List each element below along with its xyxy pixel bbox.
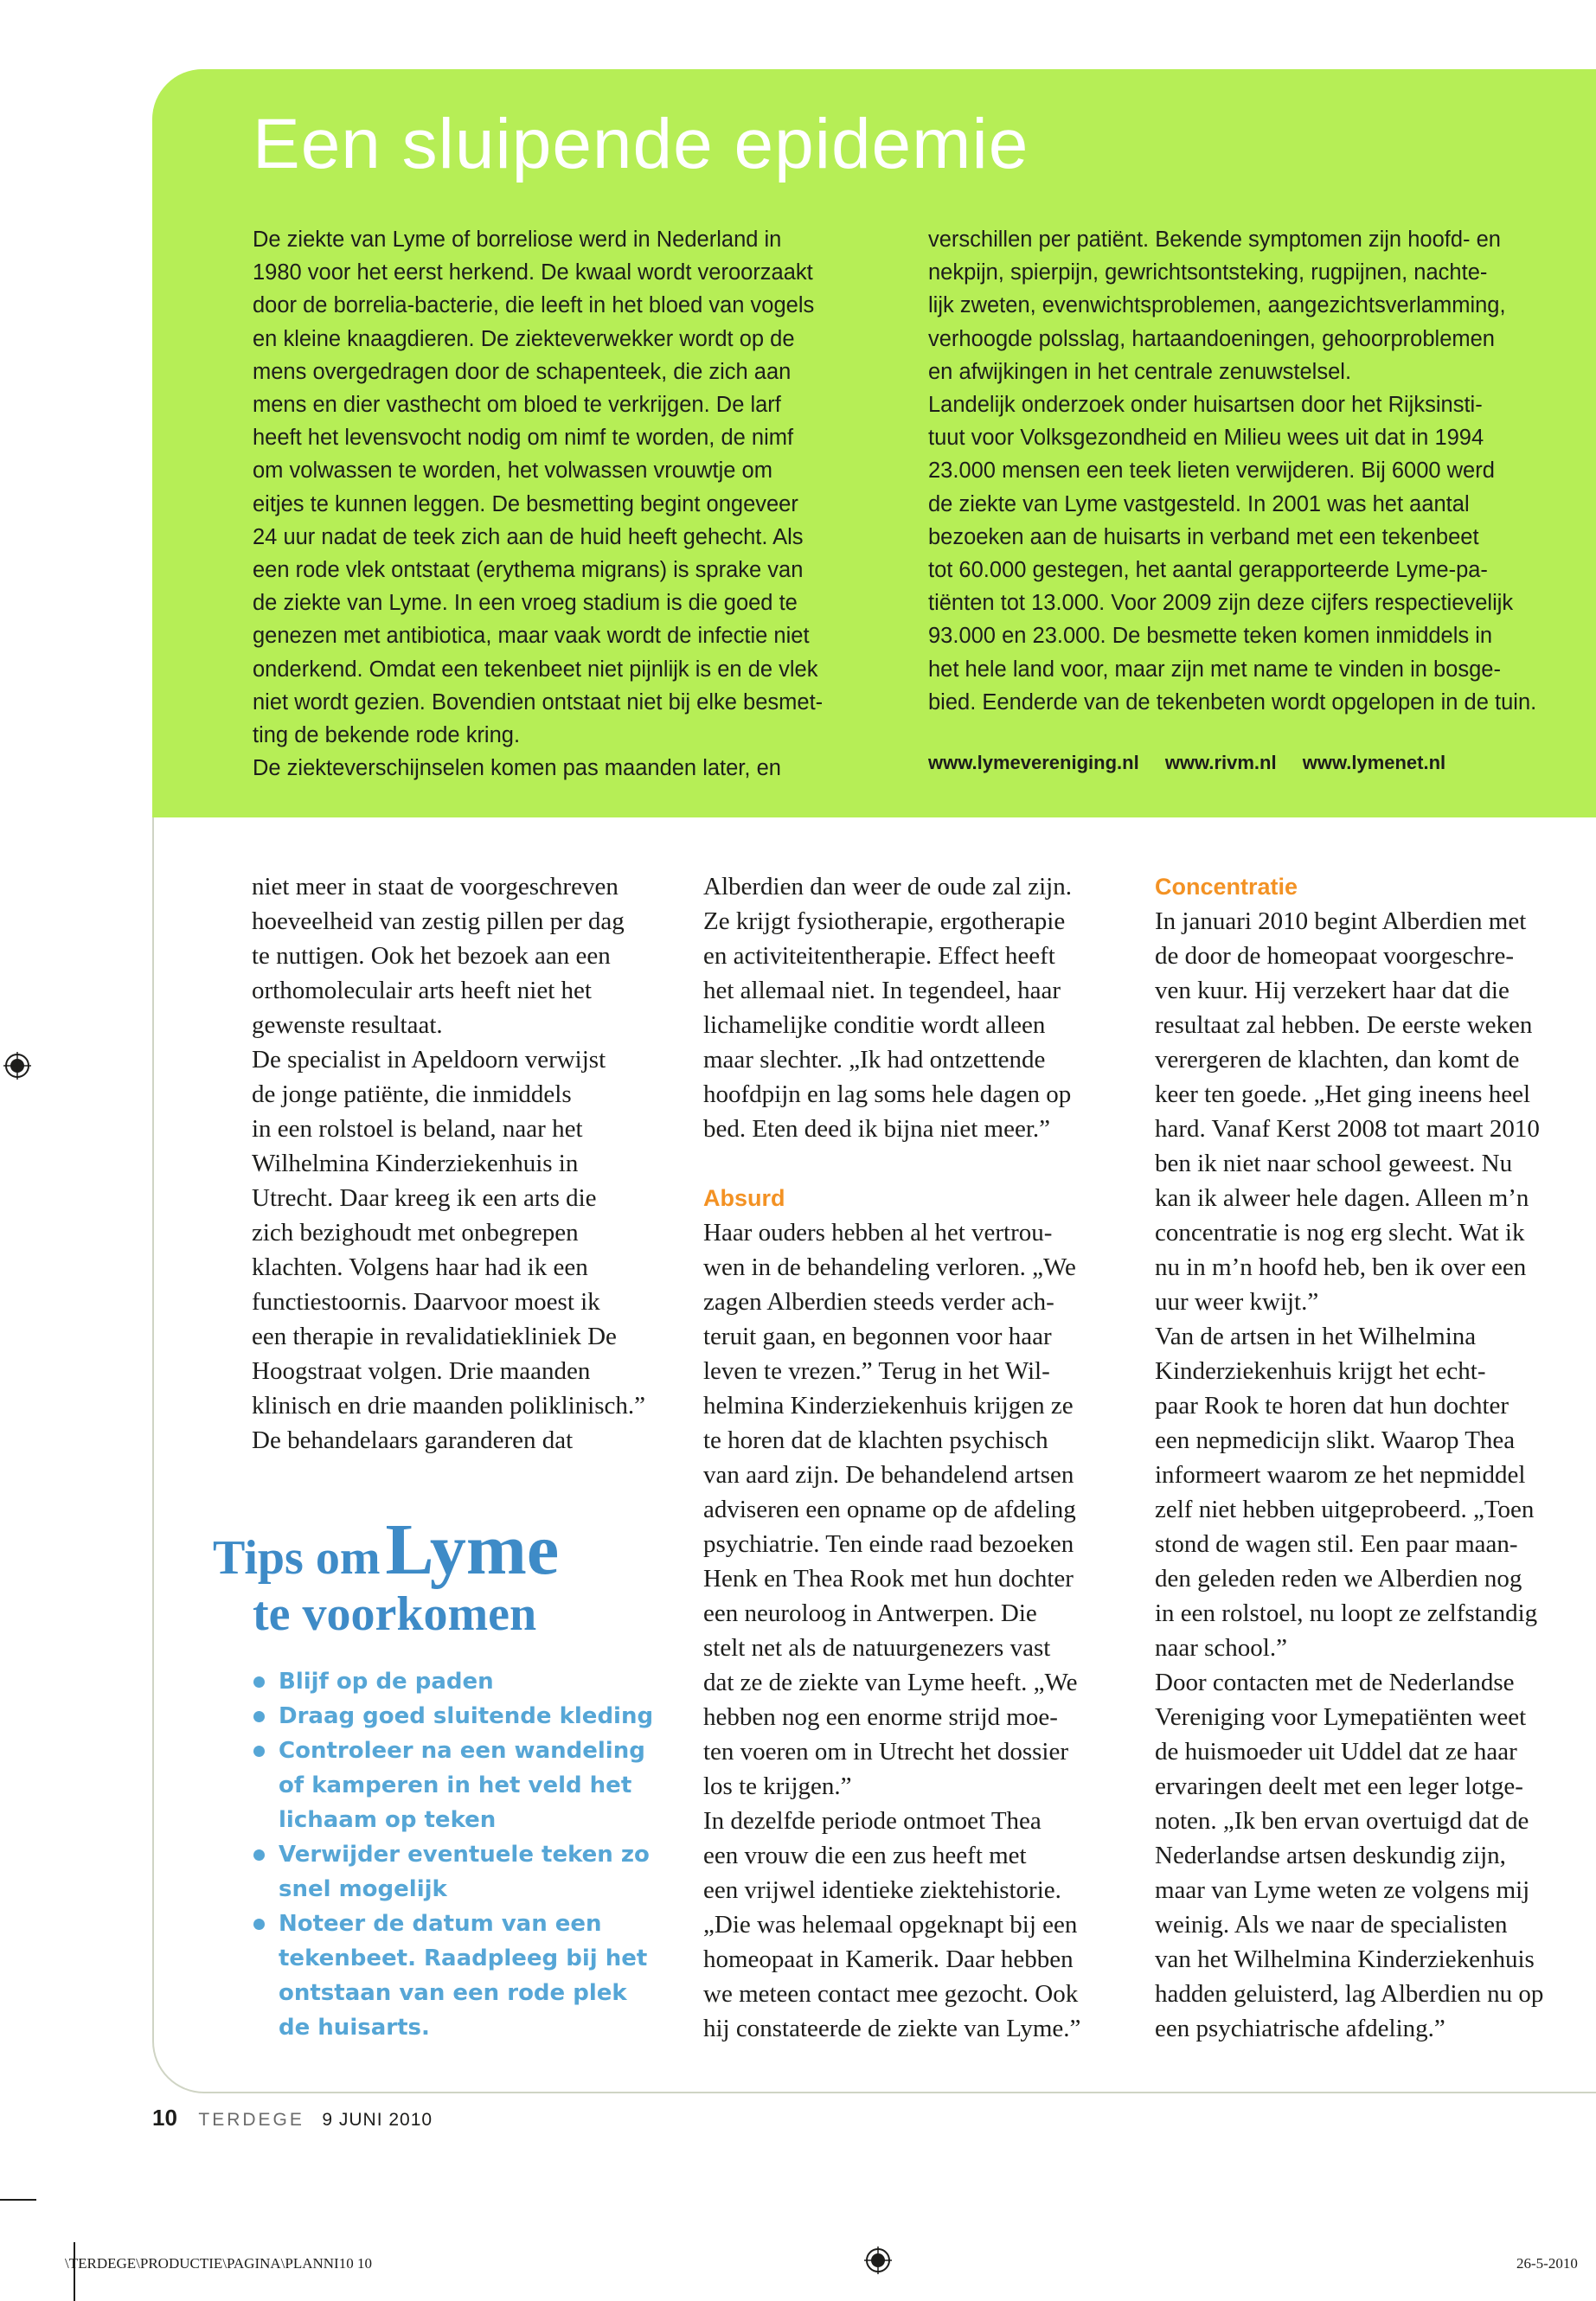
tips-title-part2: Lyme <box>385 1509 560 1590</box>
tip-line: Blijf op de paden <box>279 1669 494 1695</box>
body-text-line: In dezelfde periode ontmoet Thea <box>703 1807 1042 1835</box>
print-slug-date: 26-5-2010 <box>1516 2255 1578 2272</box>
sidebar-text-line: mens en dier vasthecht om bloed te verkrijgen. De larf <box>253 393 781 418</box>
tip-line: de huisarts. <box>279 2015 430 2041</box>
body-text-line: gewenste resultaat. <box>252 1011 443 1039</box>
sidebar-text-line: verhoogde polsslag, hartaandoeningen, gehoorproblemen <box>928 326 1495 351</box>
issue-date: 9 JUNI 2010 <box>322 2110 433 2130</box>
sidebar-text-line: heeft het levensvocht nodig om nimf te worden, de nimf <box>253 426 794 451</box>
tip-line: Noteer de datum van een <box>279 1911 602 1937</box>
tips-list <box>252 1664 684 2045</box>
body-text-line: nu in m’n hoofd heb, ben ik over een <box>1155 1253 1527 1281</box>
body-text-line: kan ik alweer hele dagen. Alleen m’n <box>1155 1184 1529 1212</box>
tip-item <box>252 1837 684 1907</box>
registration-mark-icon <box>864 2247 892 2274</box>
body-text-line: Utrecht. Daar kreeg ik een arts die <box>252 1184 597 1212</box>
body-text-line: in een rolstoel, nu loopt ze zelfstandig <box>1155 1599 1538 1627</box>
body-text-line: klinisch en drie maanden poliklinisch.” <box>252 1392 646 1420</box>
sidebar-text-line: 24 uur nadat de teek zich aan de huid heeft gehecht. Als <box>253 524 804 549</box>
body-text-line: dat ze de ziekte van Lyme heeft. „We <box>703 1669 1078 1696</box>
body-text-line: Kinderziekenhuis krijgt het echt- <box>1155 1357 1486 1385</box>
body-text-line: we meteen contact mee gezocht. Ook <box>703 1980 1079 2008</box>
sidebar-text-line: een rode vlek ontstaat (erythema migrans) is sprake van <box>253 558 804 583</box>
sidebar-text-line: het hele land voor, maar zijn met name te vinden in bosge- <box>928 657 1501 682</box>
body-column-1 <box>252 869 667 1458</box>
body-text-line: bed. Eten deed ik bijna niet meer.” <box>703 1115 1051 1143</box>
body-text-line: functiestoornis. Daarvoor moest ik <box>252 1288 600 1316</box>
body-text-line: uur weer kwijt.” <box>1155 1288 1319 1316</box>
body-text-line: een psychiatrische afdeling.” <box>1155 2015 1445 2042</box>
crop-mark-horizontal <box>0 2199 36 2201</box>
body-text-line: naar school.” <box>1155 1634 1287 1662</box>
body-text-line: homeopaat in Kamerik. Daar hebben <box>703 1945 1074 1973</box>
body-text-line: „Die was helemaal opgeknapt bij een <box>703 1911 1078 1939</box>
body-text-line: De specialist in Apeldoorn verwijst <box>252 1046 606 1074</box>
body-text-line: psychiatrie. Ten einde raad bezoeken <box>703 1530 1074 1558</box>
body-text-line: de huismoeder uit Uddel dat ze haar <box>1155 1738 1517 1766</box>
sidebar-text-line: nekpijn, spierpijn, gewrichtsontsteking, rugpijnen, nachte- <box>928 260 1488 285</box>
body-text-line: een neuroloog in Antwerpen. Die <box>703 1599 1037 1627</box>
body-text-line: ben ik niet naar school geweest. Nu <box>1155 1150 1513 1177</box>
body-text-line: den geleden reden we Alberdien nog <box>1155 1565 1522 1593</box>
tips-title-part1: Tips om <box>213 1531 381 1585</box>
sidebar-text-line: onderkend. Omdat een tekenbeet niet pijnlijk is en de vlek <box>253 657 818 682</box>
sidebar-text-line: de ziekte van Lyme. In een vroeg stadium is die goed te <box>253 591 798 616</box>
link-lymevereniging[interactable]: www.lymevereniging.nl <box>928 752 1139 773</box>
body-text-line: Door contacten met de Nederlandse <box>1155 1669 1515 1696</box>
body-text-line: te nuttigen. Ook het bezoek aan een <box>252 942 611 970</box>
body-text-line: orthomoleculair arts heeft niet het <box>252 977 592 1004</box>
print-slug-path: \TERDEGE\PRODUCTIE\PAGINA\PLANNI10 10 <box>65 2255 372 2272</box>
body-text-line: een therapie in revalidatiekliniek De <box>252 1323 617 1350</box>
body-text-line: concentratie is nog erg slecht. Wat ik <box>1155 1219 1525 1247</box>
body-text-line: hoeveelheid van zestig pillen per dag <box>252 907 625 935</box>
sidebar-text-line: Landelijk onderzoek onder huisartsen door het Rijksinsti- <box>928 393 1483 418</box>
body-text-line: Nederlandse artsen deskundig zijn, <box>1155 1842 1506 1869</box>
subheading-absurd: Absurd <box>703 1185 785 1211</box>
tip-line: of kamperen in het veld het <box>279 1772 632 1798</box>
sidebar-text-line: niet wordt gezien. Bovendien ontstaat niet bij elke besmet- <box>253 689 824 715</box>
body-text-line: een nepmedicijn slikt. Waarop Thea <box>1155 1426 1516 1454</box>
sidebar-text-line: 93.000 en 23.000. De besmette teken komen inmiddels in <box>928 624 1493 649</box>
sidebar-text-line: tiënten tot 13.000. Voor 2009 zijn deze cijfers respectievelijk <box>928 591 1514 616</box>
body-text-line: hoofdpijn en lag soms hele dagen op <box>703 1080 1072 1108</box>
body-text-line: weinig. Als we naar de specialisten <box>1155 1911 1508 1939</box>
tip-item <box>252 1734 684 1837</box>
tip-item <box>252 1699 684 1734</box>
tip-item <box>252 1664 684 1699</box>
body-text-line: Haar ouders hebben al het vertrou- <box>703 1219 1053 1247</box>
body-column-3 <box>1155 869 1570 2046</box>
sidebar-text-line: 23.000 mensen een teek lieten verwijderen. Bij 6000 werd <box>928 458 1495 484</box>
sidebar-text-line: tot 60.000 gestegen, het aantal gerapporteerde Lyme-pa- <box>928 558 1488 583</box>
sidebar-text-line: ting de bekende rode kring. <box>253 723 521 748</box>
body-text-line: los te krijgen.” <box>703 1772 852 1800</box>
tips-title <box>213 1509 560 1641</box>
body-text-line: Vereniging voor Lymepatiënten weet <box>1155 1703 1527 1731</box>
body-text-line: paar Rook te horen dat hun dochter <box>1155 1392 1509 1420</box>
body-text-line: hij constateerde de ziekte van Lyme.” <box>703 2015 1081 2042</box>
body-text-line: zich bezighoudt met onbegrepen <box>252 1219 579 1247</box>
sidebar-text-line: mens overgedragen door de schapenteek, die zich aan <box>253 359 792 384</box>
sidebar-text-line: om volwassen te worden, het volwassen vrouwtje om <box>253 458 772 484</box>
body-text-line: de door de homeopaat voorgeschre- <box>1155 942 1514 970</box>
tip-line: lichaam op teken <box>279 1807 497 1833</box>
body-text-line: resultaat zal hebben. De eerste weken <box>1155 1011 1533 1039</box>
body-text-line: teruit gaan, en begonnen voor haar <box>703 1323 1052 1350</box>
body-text-line: klachten. Volgens haar had ik een <box>252 1253 588 1281</box>
sidebar-text-line: bied. Eenderde van de tekenbeten wordt opgelopen in de tuin. <box>928 689 1537 715</box>
body-text-line: en activiteitentherapie. Effect heeft <box>703 942 1055 970</box>
sidebar-column-right <box>928 223 1579 719</box>
body-text-line: informeert waarom ze het nepmiddel <box>1155 1461 1526 1489</box>
body-text-line: maar slechter. „Ik had ontzettende <box>703 1046 1046 1074</box>
body-text-line: Wilhelmina Kinderziekenhuis in <box>252 1150 579 1177</box>
page-number: 10 <box>152 2105 177 2131</box>
tip-line: tekenbeet. Raadpleeg bij het <box>279 1945 648 1971</box>
body-text-line: wen in de behandeling verloren. „We <box>703 1253 1076 1281</box>
sidebar-title: Een sluipende epidemie <box>253 105 1029 183</box>
tip-line: Verwijder eventuele teken zo <box>279 1842 650 1868</box>
sidebar-text-line: De ziekte van Lyme of borreliose werd in Nederland in <box>253 228 782 252</box>
sidebar-text-line: bezoeken aan de huisarts in verband met een tekenbeet <box>928 524 1479 549</box>
magazine-name: TERDEGE <box>198 2110 304 2130</box>
body-text-line: de jonge patiënte, die inmiddels <box>252 1080 572 1108</box>
body-text-line: ven kuur. Hij verzekert haar dat die <box>1155 977 1509 1004</box>
body-text-line: Van de artsen in het Wilhelmina <box>1155 1323 1477 1350</box>
body-text-line: noten. „Ik ben ervan overtuigd dat de <box>1155 1807 1529 1835</box>
body-text-line: hard. Vanaf Kerst 2008 tot maart 2010 <box>1155 1115 1540 1143</box>
sidebar-text-line: lijk zweten, evenwichtsproblemen, aangezichtsverlamming, <box>928 293 1506 318</box>
tip-item <box>252 1907 684 2045</box>
sidebar-text-line: 1980 voor het eerst herkend. De kwaal wordt veroorzaakt <box>253 260 813 285</box>
page-footer <box>152 2105 433 2131</box>
body-text-line: zelf niet hebben uitgeprobeerd. „Toen <box>1155 1496 1535 1523</box>
body-text-line: De behandelaars garanderen dat <box>252 1426 574 1454</box>
body-text-line: maar van Lyme weten ze volgens mij <box>1155 1876 1530 1904</box>
body-text-line: verergeren de klachten, dan komt de <box>1155 1046 1520 1074</box>
body-text-line: ten voeren om in Utrecht het dossier <box>703 1738 1068 1766</box>
tips-title-part3: te voorkomen <box>253 1587 537 1641</box>
link-rivm[interactable]: www.rivm.nl <box>1164 752 1277 773</box>
tip-line: Draag goed sluitende kleding <box>279 1703 654 1729</box>
tip-line: Controleer na een wandeling <box>279 1738 645 1764</box>
subheading-concentratie: Concentratie <box>1155 874 1298 900</box>
sidebar-links <box>928 752 1466 774</box>
body-text-line: stond de wagen stil. Een paar maan- <box>1155 1530 1518 1558</box>
sidebar-column-left <box>253 223 903 785</box>
body-text-line: hebben nog een enorme strijd moe- <box>703 1703 1058 1731</box>
body-text-line: Ze krijgt fysiotherapie, ergotherapie <box>703 907 1066 935</box>
sidebar-text-line: tuut voor Volksgezondheid en Milieu wees uit dat in 1994 <box>928 426 1484 451</box>
sidebar-text-line: verschillen per patiënt. Bekende symptomen zijn hoofd- en <box>928 228 1501 252</box>
sidebar-text-line: de ziekte van Lyme vastgesteld. In 2001 was het aantal <box>928 491 1470 516</box>
tip-line: ontstaan van een rode plek <box>279 1980 627 2006</box>
body-text-line: van aard zijn. De behandelend artsen <box>703 1461 1074 1489</box>
body-text-line: adviseren een opname op de afdeling <box>703 1496 1076 1523</box>
body-text-line: helmina Kinderziekenhuis krijgen ze <box>703 1392 1074 1420</box>
sidebar-text-line: en afwijkingen in het centrale zenuwstelsel. <box>928 359 1352 384</box>
body-text-line: hadden geluisterd, lag Alberdien nu op <box>1155 1980 1544 2008</box>
body-text-line: niet meer in staat de voorgeschreven <box>252 873 619 901</box>
body-text-line: te horen dat de klachten psychisch <box>703 1426 1048 1454</box>
link-lymenet[interactable]: www.lymenet.nl <box>1302 752 1446 773</box>
body-text-line: van het Wilhelmina Kinderziekenhuis <box>1155 1945 1535 1973</box>
sidebar-text-line: genezen met antibiotica, maar vaak wordt de infectie niet <box>253 624 810 649</box>
body-text-line: lichamelijke conditie wordt alleen <box>703 1011 1046 1039</box>
paragraph-gap <box>703 1146 1118 1181</box>
sidebar-text-line: en kleine knaagdieren. De ziekteverwekker wordt op de <box>253 326 795 351</box>
body-text-line: Hoogstraat volgen. Drie maanden <box>252 1357 591 1385</box>
sidebar-text-line: De ziekteverschijnselen komen pas maanden later, en <box>253 756 781 781</box>
body-text-line: het allemaal niet. In tegendeel, haar <box>703 977 1061 1004</box>
body-text-line: keer ten goede. „Het ging ineens heel <box>1155 1080 1531 1108</box>
body-text-line: leven te vrezen.” Terug in het Wil- <box>703 1357 1050 1385</box>
body-text-line: in een rolstoel is beland, naar het <box>252 1115 583 1143</box>
sidebar-text-line: door de borrelia-bacterie, die leeft in het bloed van vogels <box>253 293 815 318</box>
body-text-line: stelt net als de natuurgenezers vast <box>703 1634 1051 1662</box>
body-text-line: Alberdien dan weer de oude zal zijn. <box>703 873 1072 901</box>
body-text-line: zagen Alberdien steeds verder ach- <box>703 1288 1054 1316</box>
body-text-line: een vrouw die een zus heeft met <box>703 1842 1027 1869</box>
body-text-line: een vrijwel identieke ziektehistorie. <box>703 1876 1061 1904</box>
registration-mark-icon <box>3 1052 31 1080</box>
body-text-line: Henk en Thea Rook met hun dochter <box>703 1565 1074 1593</box>
body-text-line: ervaringen deelt met een leger lotge- <box>1155 1772 1523 1800</box>
body-text-line: In januari 2010 begint Alberdien met <box>1155 907 1527 935</box>
body-column-2 <box>703 869 1118 2046</box>
tip-line: snel mogelijk <box>279 1876 447 1902</box>
sidebar-text-line: eitjes te kunnen leggen. De besmetting begint ongeveer <box>253 491 798 516</box>
